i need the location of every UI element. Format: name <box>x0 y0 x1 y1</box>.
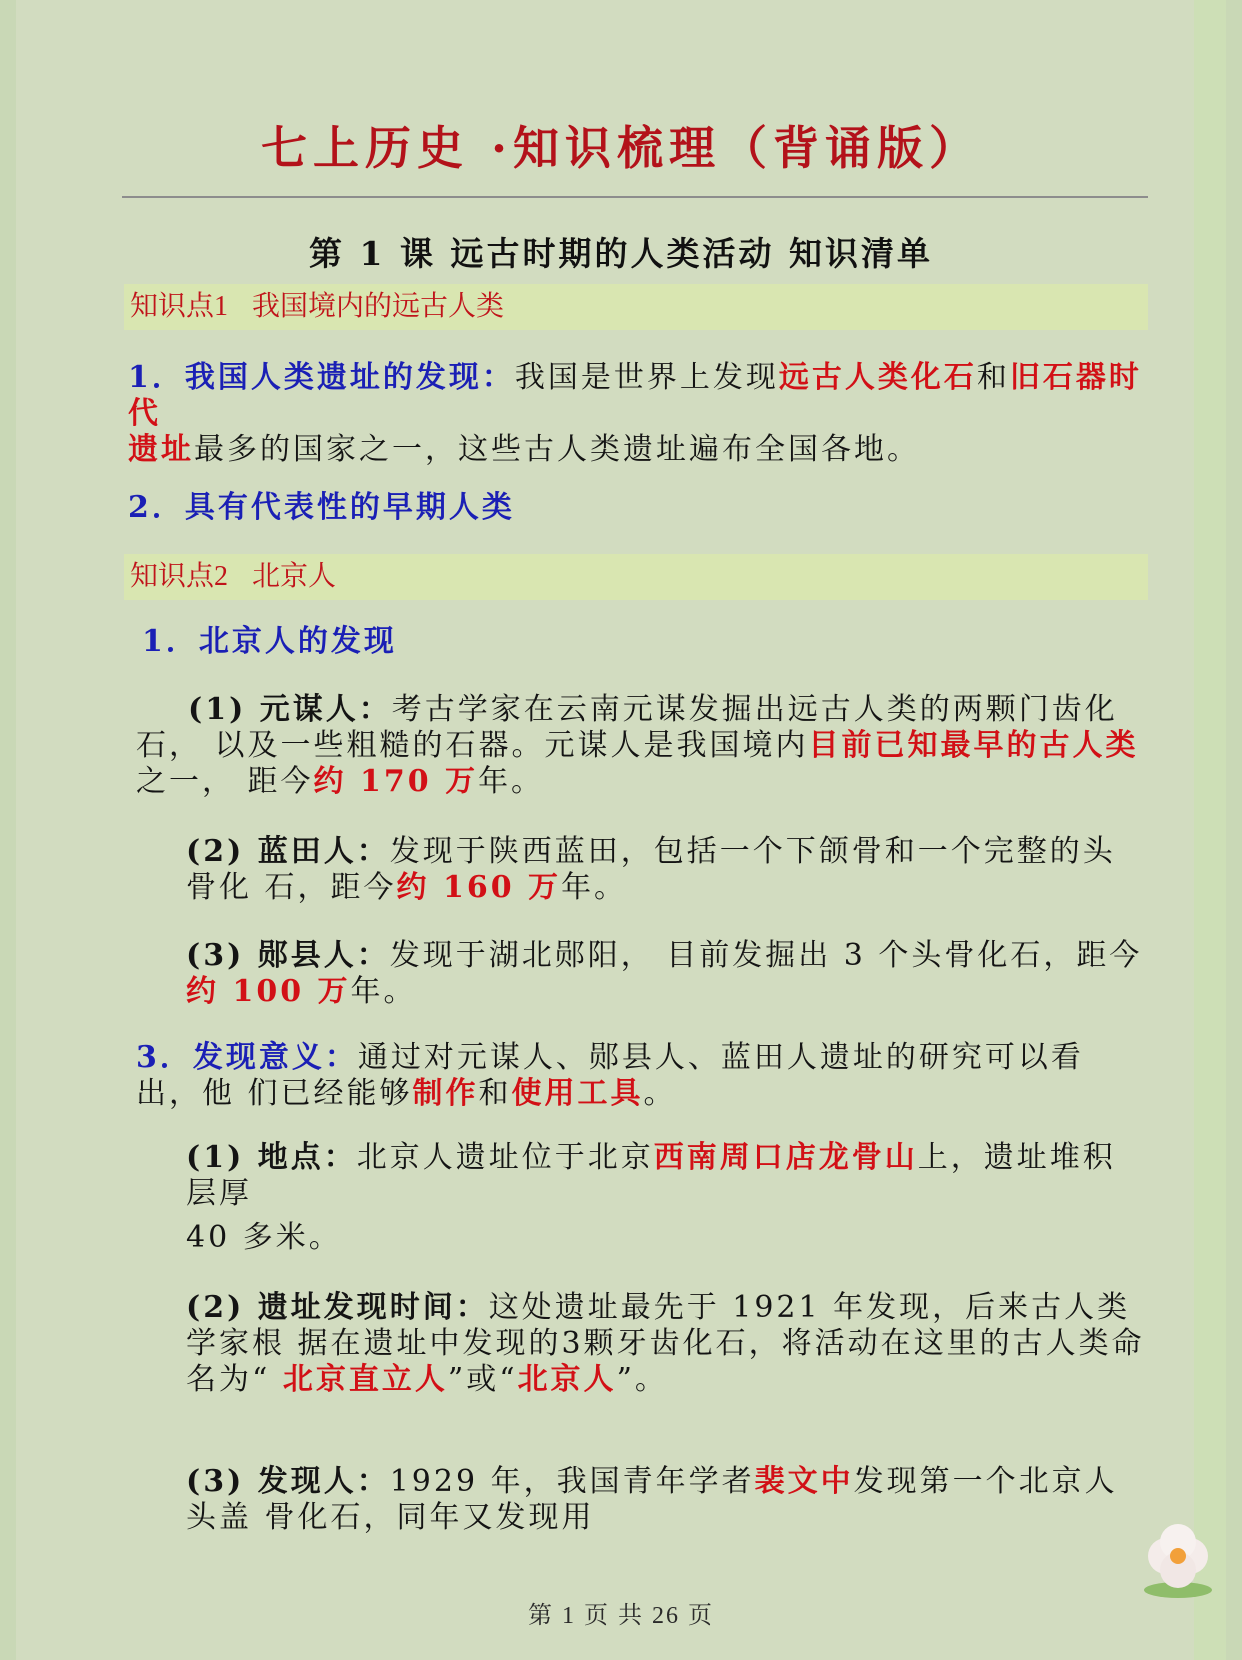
kp1-item1-heading: 1．我国人类遗址的发现： <box>128 360 515 395</box>
kp1-label: 知识点1 <box>130 291 229 322</box>
discoverer-label: (3) 发现人： <box>186 1464 390 1499</box>
kp2-label: 知识点2 <box>130 561 229 592</box>
lantian-red1: 约 160 万 <box>396 870 562 905</box>
yunxian-red1: 约 100 万 <box>186 974 351 1009</box>
kp1-item1-red1: 远古人类化石 <box>778 360 977 395</box>
kp1-item1-red2a: 旧石器时代 <box>128 360 1142 431</box>
kp1-item1 <box>128 360 1148 468</box>
yunxian-label: (3) 郧县人： <box>186 938 390 973</box>
yunxian-text2: 年。 <box>350 974 417 1009</box>
yuanmou-text3: 年。 <box>478 764 545 799</box>
discoverer-text2: 发现第一个北京人头盖 骨化石，同年又发现用 <box>186 1464 1118 1535</box>
yuanmou-text2: 之一， 距今 <box>136 764 314 799</box>
lesson-title: 第 1 课 远古时期的人类活动 知识清单 <box>309 234 933 273</box>
title-divider <box>122 196 1148 198</box>
page-title: 七上历史 ·知识梳理（背诵版） <box>260 121 982 175</box>
discovery-time-red2: 北京人 <box>517 1362 617 1397</box>
kp1-item2-heading: 2．具有代表性的早期人类 <box>128 490 515 525</box>
discovery-time-paragraph <box>186 1290 1146 1398</box>
knowledge-point-2-bar <box>124 554 1148 600</box>
discovery-time-red1: 北京直立人 <box>282 1362 448 1397</box>
yuanmou-red1: 目前已知最早的古人类 <box>808 728 1139 763</box>
page-footer: 第 1 页 共 26 页 <box>528 1603 714 1629</box>
significance-paragraph <box>136 1040 1148 1112</box>
kp1-item1-text3: 最多的国家之一，这些古人类遗址遍布全国各地。 <box>194 432 920 467</box>
kp1-item1-text1: 我国是世界上发现 <box>514 360 779 395</box>
discovery-time-text2: ”或“ <box>447 1362 518 1397</box>
location-red1: 西南周口店龙骨山 <box>653 1140 918 1175</box>
discovery-time-text1: 这处遗址最先于 1921 年发现，后来古人类学家根 据在遗址中发现的3颗牙齿化石，将活动在这里的古人类命名为“ <box>186 1290 1145 1397</box>
location-text2: 上，遗址堆积层厚 <box>186 1140 1116 1211</box>
kp1-name: 我国境内的远古人类 <box>252 291 505 322</box>
yunxian-paragraph <box>186 938 1146 1010</box>
kp2-name: 北京人 <box>252 561 337 592</box>
flower-sticker-icon <box>1136 1520 1220 1604</box>
yuanmou-label: (1) 元谋人： <box>188 692 392 727</box>
lantian-text2: 年。 <box>561 870 628 905</box>
discovery-time-label: (2) 遗址发现时间： <box>186 1290 489 1325</box>
location-text1: 北京人遗址位于北京 <box>356 1140 654 1175</box>
lantian-text1: 发现于陕西蓝田，包括一个下颌骨和一个完整的头骨化 石，距今 <box>186 834 1116 905</box>
discoverer-red1: 裴文中 <box>754 1464 854 1499</box>
location-paragraph <box>186 1140 1146 1256</box>
kp1-item1-red2b: 遗址 <box>128 432 194 467</box>
significance-text1: 通过对元谋人、郧县人、蓝田人遗址的研究可以看出，他 们已经能够 <box>136 1040 1084 1111</box>
yuanmou-paragraph <box>136 692 1146 800</box>
significance-heading: 3．发现意义： <box>136 1040 358 1075</box>
significance-red2: 使用工具 <box>511 1076 644 1111</box>
significance-text2: 和 <box>478 1076 512 1111</box>
lantian-paragraph <box>186 834 1146 906</box>
knowledge-point-1-bar <box>124 284 1148 330</box>
discoverer-text1: 1929 年，我国青年学者 <box>389 1464 755 1499</box>
location-label: (1) 地点： <box>186 1140 357 1175</box>
yuanmou-red2: 约 170 万 <box>313 764 479 799</box>
location-text3: 40 多米。 <box>186 1220 342 1255</box>
discoverer-paragraph <box>186 1464 1146 1536</box>
kp2-section1-heading: 1．北京人的发现 <box>142 624 397 659</box>
discovery-time-text3: ”。 <box>616 1362 668 1397</box>
lantian-label: (2) 蓝田人： <box>186 834 390 869</box>
significance-red1: 制作 <box>412 1076 479 1111</box>
yuanmou-text1: 考古学家在云南元谋发掘出远古人类的两颗门齿化石， 以及一些粗糙的石器。元谋人是我国境内 <box>136 692 1118 763</box>
page <box>16 0 1226 1660</box>
significance-text3: 。 <box>643 1076 677 1111</box>
kp1-item1-text2: 和 <box>976 360 1010 395</box>
yunxian-text1: 发现于湖北郧阳， 目前发掘出 3 个头骨化石，距今 <box>389 938 1143 973</box>
